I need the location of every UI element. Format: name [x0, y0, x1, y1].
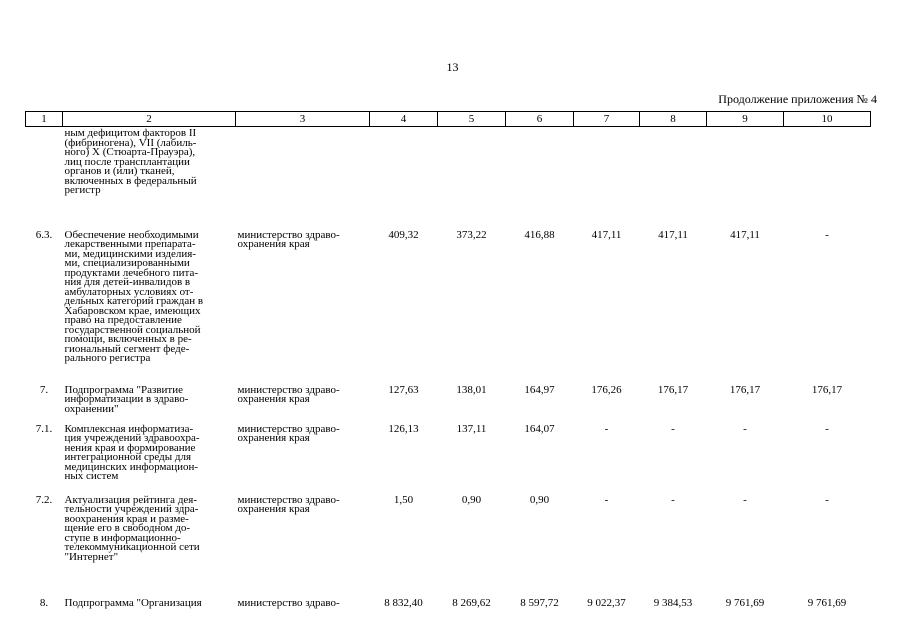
funding-value-col-10: - — [825, 422, 829, 435]
responsible-executor-line: охранения края — [237, 432, 310, 444]
funding-value-col-7: 9 022,37 — [587, 596, 626, 609]
responsible-executor-line: охранения края — [237, 393, 310, 405]
measure-name-line: Подпрограмма "Развитие — [64, 383, 183, 396]
table-row — [26, 231, 871, 386]
funding-value-col-4: 409,32 — [388, 228, 419, 241]
funding-value-col-6 — [506, 127, 574, 231]
row-number — [26, 127, 63, 231]
measure-name-line: Подпрограмма "Организация — [64, 596, 202, 609]
measure-name-line: право на предоставление — [64, 314, 182, 326]
measure-name-line: информатизации в здраво- — [64, 393, 189, 405]
measure-name-line: дельных категорий граждан в — [64, 295, 204, 307]
column-number-8: 8 — [640, 112, 707, 127]
measure-name-line: Комплексная информатиза- — [64, 422, 194, 435]
appendix-continuation-caption: Продолжение приложения № 4 — [718, 92, 877, 106]
column-number-6: 6 — [506, 112, 574, 127]
measure-name-line: ция учреждений здравоохра- — [64, 432, 200, 444]
measure-name-line: ния для детей-инвалидов в — [64, 276, 191, 288]
funding-value-col-5: 0,90 — [461, 493, 482, 506]
funding-value-col-9: 417,11 — [730, 228, 760, 241]
funding-value-col-5: 138,01 — [456, 383, 487, 396]
funding-value-col-6: 8 597,72 — [520, 596, 559, 609]
responsible-executor-line: министерство здраво- — [237, 493, 340, 506]
measure-name-line: интеграционной среды для — [64, 451, 192, 463]
funding-value-col-8: - — [671, 493, 675, 506]
measure-name-line: нения края и формирование — [64, 441, 196, 454]
measure-name-line: помощи, включенных в ре- — [64, 333, 192, 345]
measure-name-line: ных систем — [64, 470, 119, 482]
funding-value-col-5: 8 269,62 — [452, 596, 491, 609]
responsible-executor — [236, 596, 370, 619]
funding-value-col-10: - — [825, 228, 829, 241]
table-row — [26, 127, 871, 231]
measure-name-line: телекоммуникационной сети — [64, 541, 200, 553]
funding-value-col-8: 176,17 — [657, 383, 689, 396]
measure-name — [63, 596, 236, 619]
responsible-executor-line: министерство здраво- — [237, 228, 340, 241]
measure-name — [63, 493, 236, 599]
measure-name-line: Актуализация рейтинга дея- — [64, 493, 198, 506]
measure-name-line: ступе в информационно- — [64, 531, 181, 544]
measure-name-line: "Интернет" — [64, 550, 119, 563]
funding-value-col-9: - — [743, 493, 747, 506]
funding-value-col-8: 9 384,53 — [653, 596, 693, 609]
funding-value-col-4: 1,50 — [393, 493, 414, 506]
funding-value-col-10: 9 761,69 — [807, 596, 847, 609]
measure-name-line: воохранения края и разме- — [64, 512, 189, 525]
funding-value-col-6: 164,97 — [524, 383, 555, 396]
funding-value-col-10: 176,17 — [811, 383, 843, 396]
measure-name-line: щение его в свободном до- — [64, 522, 191, 534]
measure-name — [63, 228, 236, 386]
funding-value-col-7 — [574, 127, 640, 231]
measure-name-line: включенных в федеральный — [64, 174, 197, 187]
column-number-1: 1 — [26, 112, 63, 127]
responsible-executor-line: охранения края — [237, 238, 310, 250]
column-number-3: 3 — [236, 112, 370, 127]
funding-value-col-10: - — [825, 493, 829, 506]
measure-name-line: регистр — [64, 184, 101, 196]
responsible-executor-line: министерство здраво- — [237, 383, 340, 396]
funding-value-col-5: 373,22 — [456, 228, 487, 241]
row-number: 7.1. — [35, 422, 53, 435]
header-row — [26, 112, 871, 127]
measure-name-line: ми, медицинскими изделия- — [64, 247, 197, 260]
measure-name-line: медицинских информацион- — [64, 460, 199, 473]
responsible-executor — [236, 422, 370, 496]
responsible-executor — [236, 127, 370, 231]
measure-name-line: органов и (или) тканей, — [64, 165, 175, 177]
funding-value-col-9 — [707, 127, 784, 231]
funding-value-col-9: 9 761,69 — [725, 596, 765, 609]
appendix-table — [25, 111, 871, 619]
funding-value-col-8: 417,11 — [658, 228, 688, 241]
measure-name-line: рального регистра — [64, 352, 151, 364]
measure-name-line: продуктами лечебного пита- — [64, 266, 199, 279]
funding-value-col-9: - — [743, 422, 747, 435]
column-number-4: 4 — [370, 112, 438, 127]
measure-name-line: Обеспечение необходимыми — [64, 228, 199, 241]
funding-value-col-7: 417,11 — [591, 228, 622, 241]
responsible-executor — [236, 228, 370, 386]
responsible-executor-line: охранения края — [237, 503, 310, 515]
measure-name-line: ми, специализированными — [64, 257, 190, 269]
funding-value-col-7: 176,26 — [591, 383, 622, 396]
measure-name-line: гиональный сегмент феде- — [64, 342, 190, 355]
table-row — [26, 386, 871, 425]
funding-value-col-4: 127,63 — [388, 383, 419, 396]
funding-value-col-4: 8 832,40 — [384, 596, 423, 609]
table-row — [26, 425, 871, 496]
funding-value-col-7: - — [604, 493, 609, 506]
funding-value-col-5 — [438, 127, 506, 231]
funding-value-col-8 — [640, 127, 707, 231]
measure-name-line: Хабаровском крае, имеющих — [64, 304, 201, 317]
responsible-executor — [236, 383, 370, 425]
measure-name-line: государственной социальной — [64, 323, 201, 336]
funding-value-col-5: 137,11 — [456, 422, 487, 435]
row-number: 6.3. — [35, 228, 53, 241]
column-number-5: 5 — [438, 112, 506, 127]
measure-name — [63, 383, 236, 425]
measure-name-line: (фибриногена), VII (лабиль- — [64, 136, 197, 149]
row-number: 7. — [39, 383, 49, 396]
funding-value-col-6: 0,90 — [529, 493, 550, 506]
row-number: 7.2. — [35, 493, 53, 506]
funding-value-col-4: 126,13 — [388, 422, 419, 435]
measure-name-line: ного) X (Стюарта-Прауэра), — [64, 146, 196, 158]
responsible-executor — [236, 493, 370, 599]
row-number: 8. — [39, 596, 49, 609]
funding-value-col-6: 416,88 — [524, 228, 555, 241]
column-number-2: 2 — [63, 112, 236, 127]
measure-name-line: охранении" — [64, 402, 119, 415]
measure-name-line: ным дефицитом факторов II — [64, 127, 197, 139]
table-row — [26, 496, 871, 599]
measure-name-line: лекарственными препарата- — [64, 238, 196, 250]
measure-name — [63, 422, 236, 496]
funding-value-col-9: 176,17 — [729, 383, 761, 396]
responsible-executor-line: министерство здраво- — [237, 422, 340, 435]
column-number-10: 10 — [784, 112, 871, 127]
funding-value-col-4 — [370, 127, 438, 231]
funding-value-col-8: - — [671, 422, 675, 435]
measure-name — [63, 127, 236, 231]
column-number-9: 9 — [707, 112, 784, 127]
column-number-7: 7 — [574, 112, 640, 127]
measure-name-line: тельности учреждений здра- — [64, 503, 199, 515]
table-row — [26, 599, 871, 619]
funding-value-col-7: - — [604, 422, 609, 435]
funding-value-col-10 — [784, 127, 871, 231]
responsible-executor-line: министерство здраво- — [237, 596, 340, 609]
measure-name-line: лиц после трансплантации — [64, 155, 190, 168]
page-number: 13 — [446, 60, 459, 74]
measure-name-line: амбулаторных условиях от- — [64, 285, 194, 298]
funding-value-col-6: 164,07 — [524, 422, 555, 435]
